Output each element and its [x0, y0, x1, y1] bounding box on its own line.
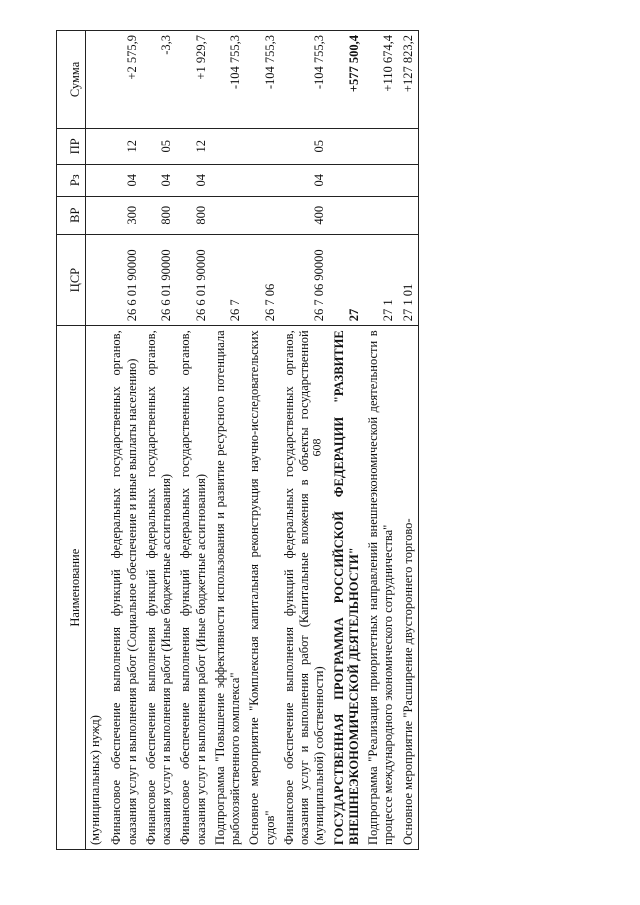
cell-rz: 04 — [142, 164, 177, 196]
cell-vr — [364, 196, 399, 234]
table-row — [107, 31, 142, 850]
cell-vr — [86, 196, 108, 234]
cell-pr — [364, 128, 399, 164]
header-vr: ВР — [57, 196, 86, 234]
cell-pr: 12 — [176, 128, 211, 164]
cell-rz: 04 — [176, 164, 211, 196]
cell-vr — [211, 196, 246, 234]
cell-rz — [330, 164, 365, 196]
cell-vr — [330, 196, 365, 234]
cell-sum: +127 823,2 — [399, 31, 419, 129]
cell-rz — [211, 164, 246, 196]
cell-rz — [399, 164, 419, 196]
cell-name: Основное мероприятие "Расширение двустороннего торгово- — [399, 326, 419, 850]
cell-name: Основное мероприятие "Комплексная капитальная реконструкция научно-исследовательских судов" — [245, 326, 280, 850]
rotated-table-container — [56, 30, 596, 850]
cell-pr: 05 — [280, 128, 330, 164]
cell-pr — [211, 128, 246, 164]
cell-vr — [399, 196, 419, 234]
table-body — [86, 31, 419, 850]
cell-csr: 26 7 — [211, 234, 246, 326]
header-rz: Рз — [57, 164, 86, 196]
cell-name: Финансовое обеспечение выполнения функций федеральных государственных органов, оказания услуг и выполнения работ (Капитальные вложения в объекты государственной (муниципальной) собственности) — [280, 326, 330, 850]
cell-name: Подпрограмма "Реализация приоритетных направлений внешнеэкономической деятельности в процессе международного экономического сотрудничества" — [364, 326, 399, 850]
header-csr: ЦСР — [57, 234, 86, 326]
cell-sum — [86, 31, 108, 129]
cell-csr: 26 7 06 90000 — [280, 234, 330, 326]
cell-vr: 400 — [280, 196, 330, 234]
cell-name: Финансовое обеспечение выполнения функций федеральных государственных органов, оказания услуг и выполнения работ (Социальное обеспечение и иные выплаты населению) — [107, 326, 142, 850]
cell-rz: 04 — [280, 164, 330, 196]
cell-sum: -104 755,3 — [280, 31, 330, 129]
cell-pr: 12 — [107, 128, 142, 164]
cell-sum: -104 755,3 — [245, 31, 280, 129]
cell-pr — [245, 128, 280, 164]
cell-name: ГОСУДАРСТВЕННАЯ ПРОГРАММА РОССИЙСКОЙ ФЕДЕРАЦИИ "РАЗВИТИЕ ВНЕШНЕЭКОНОМИЧЕСКОЙ ДЕЯТЕЛЬНОСТИ" — [330, 326, 365, 850]
cell-name: Финансовое обеспечение выполнения функций федеральных государственных органов, оказания услуг и выполнения работ (Иные бюджетные ассигнования) — [142, 326, 177, 850]
cell-csr: 26 6 01 90000 — [176, 234, 211, 326]
cell-rz: 04 — [107, 164, 142, 196]
table-row — [142, 31, 177, 850]
cell-vr: 800 — [176, 196, 211, 234]
table-row — [176, 31, 211, 850]
cell-csr: 27 1 01 — [399, 234, 419, 326]
cell-pr — [330, 128, 365, 164]
cell-pr — [86, 128, 108, 164]
table-row — [245, 31, 280, 850]
cell-csr: 26 6 01 90000 — [107, 234, 142, 326]
cell-sum: -3,3 — [142, 31, 177, 129]
cell-sum: +577 500,4 — [330, 31, 365, 129]
cell-csr: 26 6 01 90000 — [142, 234, 177, 326]
cell-csr: 27 — [330, 234, 365, 326]
cell-vr: 300 — [107, 196, 142, 234]
header-sum: Сумма — [57, 31, 86, 129]
cell-pr: 05 — [142, 128, 177, 164]
table-row — [280, 31, 330, 850]
cell-pr — [399, 128, 419, 164]
cell-vr: 800 — [142, 196, 177, 234]
cell-sum: +110 674,4 — [364, 31, 399, 129]
cell-csr: 27 1 — [364, 234, 399, 326]
cell-sum: +1 929,7 — [176, 31, 211, 129]
header-pr: ПР — [57, 128, 86, 164]
table-row — [86, 31, 108, 850]
cell-rz — [364, 164, 399, 196]
cell-csr — [86, 234, 108, 326]
cell-name: Финансовое обеспечение выполнения функций федеральных государственных органов, оказания услуг и выполнения работ (Иные бюджетные ассигнования) — [176, 326, 211, 850]
table-header-row — [57, 31, 86, 850]
cell-vr — [245, 196, 280, 234]
cell-csr: 26 7 06 — [245, 234, 280, 326]
cell-sum: +2 575,9 — [107, 31, 142, 129]
table-row — [211, 31, 246, 850]
cell-rz — [86, 164, 108, 196]
header-name: Наименование — [57, 326, 86, 850]
budget-table — [56, 30, 419, 850]
cell-name: (муниципальных) нужд) — [86, 326, 108, 850]
cell-sum: -104 755,3 — [211, 31, 246, 129]
table-row — [364, 31, 399, 850]
table-row — [399, 31, 419, 850]
page-number: 608 — [309, 438, 324, 457]
cell-rz — [245, 164, 280, 196]
table-row — [330, 31, 365, 850]
cell-name: Подпрограмма "Повышение эффективности использования и развитие ресурсного потенциала рыбохозяйственного комплекса" — [211, 326, 246, 850]
